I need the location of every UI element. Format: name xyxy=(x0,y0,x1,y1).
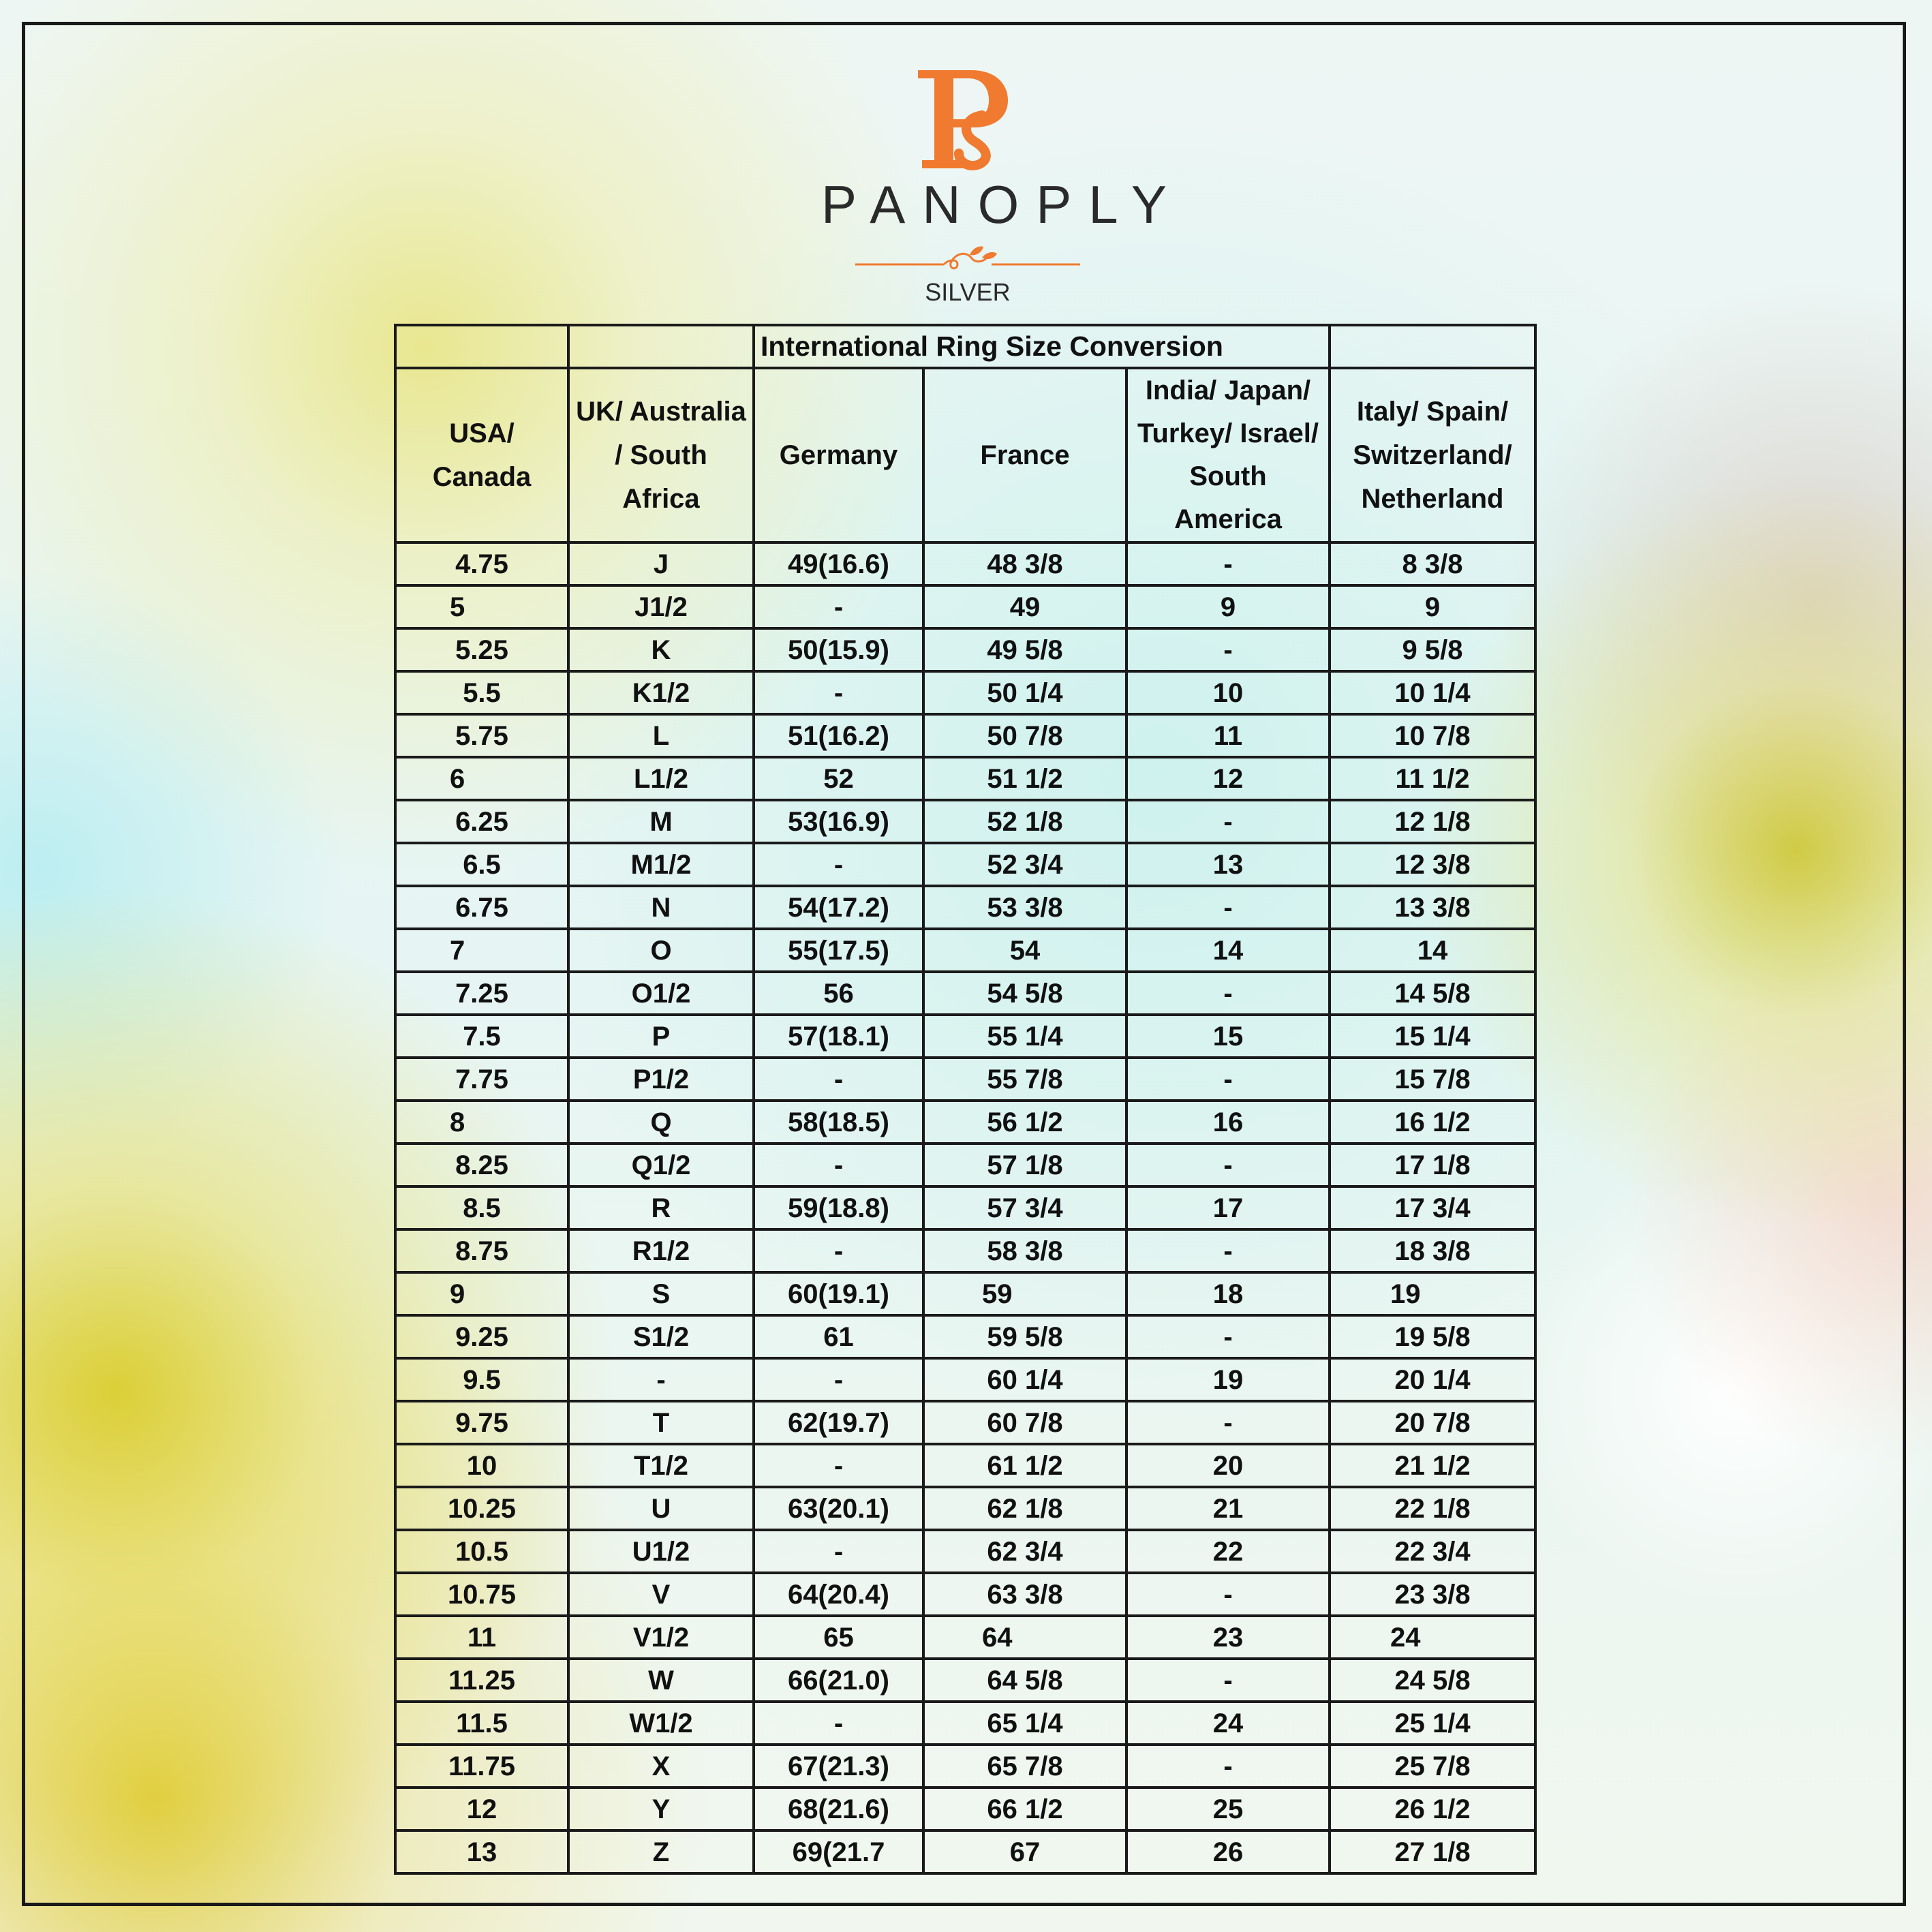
cell-italy-spain: 14 xyxy=(1330,929,1535,972)
cell-germany: - xyxy=(754,1144,923,1186)
cell-italy-spain: 13 3/8 xyxy=(1330,886,1535,929)
table-row xyxy=(395,1830,1535,1873)
header-usa-canada: USA/ Canada xyxy=(395,368,568,542)
cell-usa-canada: 9.5 xyxy=(395,1358,568,1401)
cell-france: 56 1/2 xyxy=(923,1101,1126,1144)
cell-usa-canada: 11.75 xyxy=(395,1745,568,1788)
cell-usa-canada: 8.75 xyxy=(395,1229,568,1272)
cell-germany: 49(16.6) xyxy=(754,542,923,585)
cell-italy-spain: 12 1/8 xyxy=(1330,800,1535,843)
title-empty-cell xyxy=(395,325,568,368)
cell-germany: 68(21.6) xyxy=(754,1788,923,1830)
cell-india-japan: 19 xyxy=(1126,1358,1330,1401)
cell-usa-canada: 9 xyxy=(395,1272,568,1315)
cell-italy-spain: 27 1/8 xyxy=(1330,1830,1535,1873)
cell-italy-spain: 8 3/8 xyxy=(1330,542,1535,585)
cell-usa-canada: 13 xyxy=(395,1830,568,1873)
table-row xyxy=(395,1573,1535,1616)
brand-tagline: SILVER xyxy=(925,278,1011,306)
cell-italy-spain: 10 7/8 xyxy=(1330,714,1535,757)
cell-germany: 63(20.1) xyxy=(754,1487,923,1530)
cell-germany: - xyxy=(754,1358,923,1401)
cell-france: 65 1/4 xyxy=(923,1702,1126,1745)
cell-france: 60 1/4 xyxy=(923,1358,1126,1401)
cell-italy-spain: 24 5/8 xyxy=(1330,1659,1535,1702)
table-row xyxy=(395,800,1535,843)
cell-italy-spain: 22 3/4 xyxy=(1330,1530,1535,1573)
cell-india-japan: - xyxy=(1126,1229,1330,1272)
cell-india-japan: - xyxy=(1126,1144,1330,1186)
cell-usa-canada: 11.25 xyxy=(395,1659,568,1702)
cell-india-japan: 21 xyxy=(1126,1487,1330,1530)
cell-germany: - xyxy=(754,1444,923,1487)
table-row xyxy=(395,1272,1535,1315)
table-row xyxy=(395,542,1535,585)
cell-usa-canada: 9.75 xyxy=(395,1401,568,1444)
cell-germany: 60(19.1) xyxy=(754,1272,923,1315)
cell-usa-canada: 6 xyxy=(395,757,568,800)
cell-germany: - xyxy=(754,1702,923,1745)
cell-uk-australia: L1/2 xyxy=(568,757,754,800)
cell-uk-australia: X xyxy=(568,1745,754,1788)
cell-uk-australia: P xyxy=(568,1015,754,1058)
cell-germany: - xyxy=(754,1530,923,1573)
cell-france: 62 3/4 xyxy=(923,1530,1126,1573)
cell-uk-australia: L xyxy=(568,714,754,757)
table-title-row xyxy=(395,325,1535,368)
cell-india-japan: 11 xyxy=(1126,714,1330,757)
cell-usa-canada: 7.75 xyxy=(395,1058,568,1101)
table-title: International Ring Size Conversion xyxy=(754,325,1330,368)
cell-germany: 54(17.2) xyxy=(754,886,923,929)
cell-france: 57 3/4 xyxy=(923,1186,1126,1229)
cell-germany: - xyxy=(754,843,923,886)
cell-germany: 50(15.9) xyxy=(754,628,923,671)
table-row xyxy=(395,929,1535,972)
cell-germany: 64(20.4) xyxy=(754,1573,923,1616)
cell-germany: - xyxy=(754,1058,923,1101)
cell-italy-spain: 21 1/2 xyxy=(1330,1444,1535,1487)
cell-france: 51 1/2 xyxy=(923,757,1126,800)
cell-uk-australia: T1/2 xyxy=(568,1444,754,1487)
cell-uk-australia: Z xyxy=(568,1830,754,1873)
cell-uk-australia: V xyxy=(568,1573,754,1616)
table-row xyxy=(395,1101,1535,1144)
cell-india-japan: - xyxy=(1126,800,1330,843)
cell-germany: - xyxy=(754,671,923,714)
cell-uk-australia: J1/2 xyxy=(568,585,754,628)
cell-france: 61 1/2 xyxy=(923,1444,1126,1487)
cell-usa-canada: 8 xyxy=(395,1101,568,1144)
cell-india-japan: 24 xyxy=(1126,1702,1330,1745)
cell-usa-canada: 10.75 xyxy=(395,1573,568,1616)
cell-italy-spain: 15 1/4 xyxy=(1330,1015,1535,1058)
cell-usa-canada: 11.5 xyxy=(395,1702,568,1745)
table-row xyxy=(395,671,1535,714)
cell-france: 48 3/8 xyxy=(923,542,1126,585)
cell-france: 54 5/8 xyxy=(923,972,1126,1015)
cell-india-japan: - xyxy=(1126,1573,1330,1616)
table-body xyxy=(395,542,1535,1873)
table-row xyxy=(395,1015,1535,1058)
cell-usa-canada: 10.25 xyxy=(395,1487,568,1530)
table-row xyxy=(395,1358,1535,1401)
cell-france: 49 5/8 xyxy=(923,628,1126,671)
cell-italy-spain: 14 5/8 xyxy=(1330,972,1535,1015)
cell-uk-australia: W xyxy=(568,1659,754,1702)
cell-india-japan: - xyxy=(1126,1745,1330,1788)
cell-uk-australia: T xyxy=(568,1401,754,1444)
table-row xyxy=(395,1530,1535,1573)
cell-uk-australia: P1/2 xyxy=(568,1058,754,1101)
cell-usa-canada: 8.25 xyxy=(395,1144,568,1186)
cell-usa-canada: 4.75 xyxy=(395,542,568,585)
cell-uk-australia: O xyxy=(568,929,754,972)
cell-usa-canada: 5.75 xyxy=(395,714,568,757)
table-row xyxy=(395,1745,1535,1788)
cell-usa-canada: 6.75 xyxy=(395,886,568,929)
cell-usa-canada: 6.5 xyxy=(395,843,568,886)
cell-usa-canada: 12 xyxy=(395,1788,568,1830)
cell-india-japan: - xyxy=(1126,1315,1330,1358)
header-germany: Germany xyxy=(754,368,923,542)
cell-india-japan: - xyxy=(1126,628,1330,671)
table-row xyxy=(395,1229,1535,1272)
cell-germany: 65 xyxy=(754,1616,923,1659)
brand-name: PANOPLY xyxy=(821,174,1184,234)
ring-size-table xyxy=(394,324,1537,1875)
cell-france: 52 1/8 xyxy=(923,800,1126,843)
cell-france: 57 1/8 xyxy=(923,1144,1126,1186)
cell-italy-spain: 9 5/8 xyxy=(1330,628,1535,671)
cell-germany: 53(16.9) xyxy=(754,800,923,843)
cell-usa-canada: 7.5 xyxy=(395,1015,568,1058)
table-row xyxy=(395,1144,1535,1186)
cell-usa-canada: 7.25 xyxy=(395,972,568,1015)
cell-usa-canada: 5.5 xyxy=(395,671,568,714)
cell-uk-australia: N xyxy=(568,886,754,929)
cell-usa-canada: 8.5 xyxy=(395,1186,568,1229)
cell-italy-spain: 11 1/2 xyxy=(1330,757,1535,800)
cell-india-japan: 15 xyxy=(1126,1015,1330,1058)
cell-uk-australia: S1/2 xyxy=(568,1315,754,1358)
cell-uk-australia: W1/2 xyxy=(568,1702,754,1745)
cell-uk-australia: Q xyxy=(568,1101,754,1144)
cell-germany: 67(21.3) xyxy=(754,1745,923,1788)
cell-india-japan: - xyxy=(1126,886,1330,929)
header-france: France xyxy=(923,368,1126,542)
cell-france: 63 3/8 xyxy=(923,1573,1126,1616)
cell-italy-spain: 10 1/4 xyxy=(1330,671,1535,714)
cell-france: 50 7/8 xyxy=(923,714,1126,757)
cell-france: 64 xyxy=(923,1616,1126,1659)
cell-germany: 52 xyxy=(754,757,923,800)
cell-france: 65 7/8 xyxy=(923,1745,1126,1788)
cell-uk-australia: M1/2 xyxy=(568,843,754,886)
cell-france: 55 7/8 xyxy=(923,1058,1126,1101)
cell-france: 59 xyxy=(923,1272,1126,1315)
cell-india-japan: 16 xyxy=(1126,1101,1330,1144)
brand-logo xyxy=(804,65,1184,317)
cell-germany: 61 xyxy=(754,1315,923,1358)
cell-italy-spain: 12 3/8 xyxy=(1330,843,1535,886)
cell-usa-canada: 9.25 xyxy=(395,1315,568,1358)
header-uk-australia: UK/ Australia / South Africa xyxy=(568,368,754,542)
cell-germany: 56 xyxy=(754,972,923,1015)
cell-uk-australia: K1/2 xyxy=(568,671,754,714)
cell-italy-spain: 22 1/8 xyxy=(1330,1487,1535,1530)
cell-uk-australia: M xyxy=(568,800,754,843)
cell-india-japan: - xyxy=(1126,1659,1330,1702)
cell-uk-australia: K xyxy=(568,628,754,671)
table-row xyxy=(395,1616,1535,1659)
cell-france: 49 xyxy=(923,585,1126,628)
title-empty-cell xyxy=(1330,325,1535,368)
cell-italy-spain: 17 3/4 xyxy=(1330,1186,1535,1229)
ps-monogram-icon xyxy=(911,65,1020,174)
cell-italy-spain: 20 7/8 xyxy=(1330,1401,1535,1444)
cell-italy-spain: 25 1/4 xyxy=(1330,1702,1535,1745)
table-row xyxy=(395,972,1535,1015)
table-row xyxy=(395,628,1535,671)
table-row xyxy=(395,1444,1535,1487)
cell-uk-australia: U xyxy=(568,1487,754,1530)
cell-india-japan: 12 xyxy=(1126,757,1330,800)
cell-germany: 62(19.7) xyxy=(754,1401,923,1444)
cell-germany: 58(18.5) xyxy=(754,1101,923,1144)
cell-germany: 59(18.8) xyxy=(754,1186,923,1229)
table-row xyxy=(395,886,1535,929)
cell-usa-canada: 7 xyxy=(395,929,568,972)
cell-uk-australia: S xyxy=(568,1272,754,1315)
cell-italy-spain: 26 1/2 xyxy=(1330,1788,1535,1830)
cell-usa-canada: 5.25 xyxy=(395,628,568,671)
cell-italy-spain: 25 7/8 xyxy=(1330,1745,1535,1788)
cell-italy-spain: 18 3/8 xyxy=(1330,1229,1535,1272)
cell-uk-australia: J xyxy=(568,542,754,585)
cell-uk-australia: R xyxy=(568,1186,754,1229)
cell-uk-australia: V1/2 xyxy=(568,1616,754,1659)
cell-france: 54 xyxy=(923,929,1126,972)
cell-italy-spain: 23 3/8 xyxy=(1330,1573,1535,1616)
cell-india-japan: 20 xyxy=(1126,1444,1330,1487)
cell-usa-canada: 6.25 xyxy=(395,800,568,843)
cell-germany: 69(21.7 xyxy=(754,1830,923,1873)
cell-italy-spain: 16 1/2 xyxy=(1330,1101,1535,1144)
table-row xyxy=(395,1058,1535,1101)
cell-india-japan: 10 xyxy=(1126,671,1330,714)
table-row xyxy=(395,1702,1535,1745)
header-india-japan: India/ Japan/ Turkey/ Israel/ South America xyxy=(1126,368,1330,542)
cell-india-japan: - xyxy=(1126,972,1330,1015)
table-row xyxy=(395,1487,1535,1530)
cell-india-japan: 23 xyxy=(1126,1616,1330,1659)
header-italy-spain: Italy/ Spain/ Switzerland/ Netherland xyxy=(1330,368,1535,542)
cell-india-japan: - xyxy=(1126,1401,1330,1444)
cell-uk-australia: U1/2 xyxy=(568,1530,754,1573)
cell-germany: - xyxy=(754,1229,923,1272)
cell-france: 52 3/4 xyxy=(923,843,1126,886)
table-row xyxy=(395,1401,1535,1444)
cell-india-japan: - xyxy=(1126,542,1330,585)
cell-italy-spain: 9 xyxy=(1330,585,1535,628)
cell-uk-australia: Q1/2 xyxy=(568,1144,754,1186)
cell-germany: 66(21.0) xyxy=(754,1659,923,1702)
table-row xyxy=(395,1788,1535,1830)
table-row xyxy=(395,585,1535,628)
cell-uk-australia: - xyxy=(568,1358,754,1401)
cell-india-japan: 9 xyxy=(1126,585,1330,628)
table-row xyxy=(395,714,1535,757)
cell-italy-spain: 20 1/4 xyxy=(1330,1358,1535,1401)
cell-india-japan: 13 xyxy=(1126,843,1330,886)
cell-france: 66 1/2 xyxy=(923,1788,1126,1830)
table-header-row xyxy=(395,368,1535,542)
title-empty-cell xyxy=(568,325,754,368)
flourish-divider-icon xyxy=(855,239,1080,273)
cell-italy-spain: 19 xyxy=(1330,1272,1535,1315)
table-row xyxy=(395,1659,1535,1702)
cell-india-japan: 26 xyxy=(1126,1830,1330,1873)
cell-france: 59 5/8 xyxy=(923,1315,1126,1358)
cell-italy-spain: 17 1/8 xyxy=(1330,1144,1535,1186)
cell-uk-australia: O1/2 xyxy=(568,972,754,1015)
cell-france: 55 1/4 xyxy=(923,1015,1126,1058)
cell-usa-canada: 10 xyxy=(395,1444,568,1487)
cell-usa-canada: 5 xyxy=(395,585,568,628)
cell-india-japan: 17 xyxy=(1126,1186,1330,1229)
cell-france: 60 7/8 xyxy=(923,1401,1126,1444)
table-row xyxy=(395,757,1535,800)
cell-india-japan: 18 xyxy=(1126,1272,1330,1315)
cell-india-japan: 22 xyxy=(1126,1530,1330,1573)
cell-india-japan: 14 xyxy=(1126,929,1330,972)
table-row xyxy=(395,843,1535,886)
cell-india-japan: - xyxy=(1126,1058,1330,1101)
cell-usa-canada: 10.5 xyxy=(395,1530,568,1573)
cell-india-japan: 25 xyxy=(1126,1788,1330,1830)
cell-france: 62 1/8 xyxy=(923,1487,1126,1530)
cell-germany: - xyxy=(754,585,923,628)
cell-usa-canada: 11 xyxy=(395,1616,568,1659)
cell-germany: 57(18.1) xyxy=(754,1015,923,1058)
cell-uk-australia: R1/2 xyxy=(568,1229,754,1272)
cell-germany: 55(17.5) xyxy=(754,929,923,972)
cell-italy-spain: 15 7/8 xyxy=(1330,1058,1535,1101)
cell-italy-spain: 24 xyxy=(1330,1616,1535,1659)
cell-france: 53 3/8 xyxy=(923,886,1126,929)
cell-france: 67 xyxy=(923,1830,1126,1873)
cell-france: 64 5/8 xyxy=(923,1659,1126,1702)
cell-uk-australia: Y xyxy=(568,1788,754,1830)
table-row xyxy=(395,1315,1535,1358)
cell-france: 50 1/4 xyxy=(923,671,1126,714)
table-row xyxy=(395,1186,1535,1229)
cell-france: 58 3/8 xyxy=(923,1229,1126,1272)
cell-germany: 51(16.2) xyxy=(754,714,923,757)
cell-italy-spain: 19 5/8 xyxy=(1330,1315,1535,1358)
